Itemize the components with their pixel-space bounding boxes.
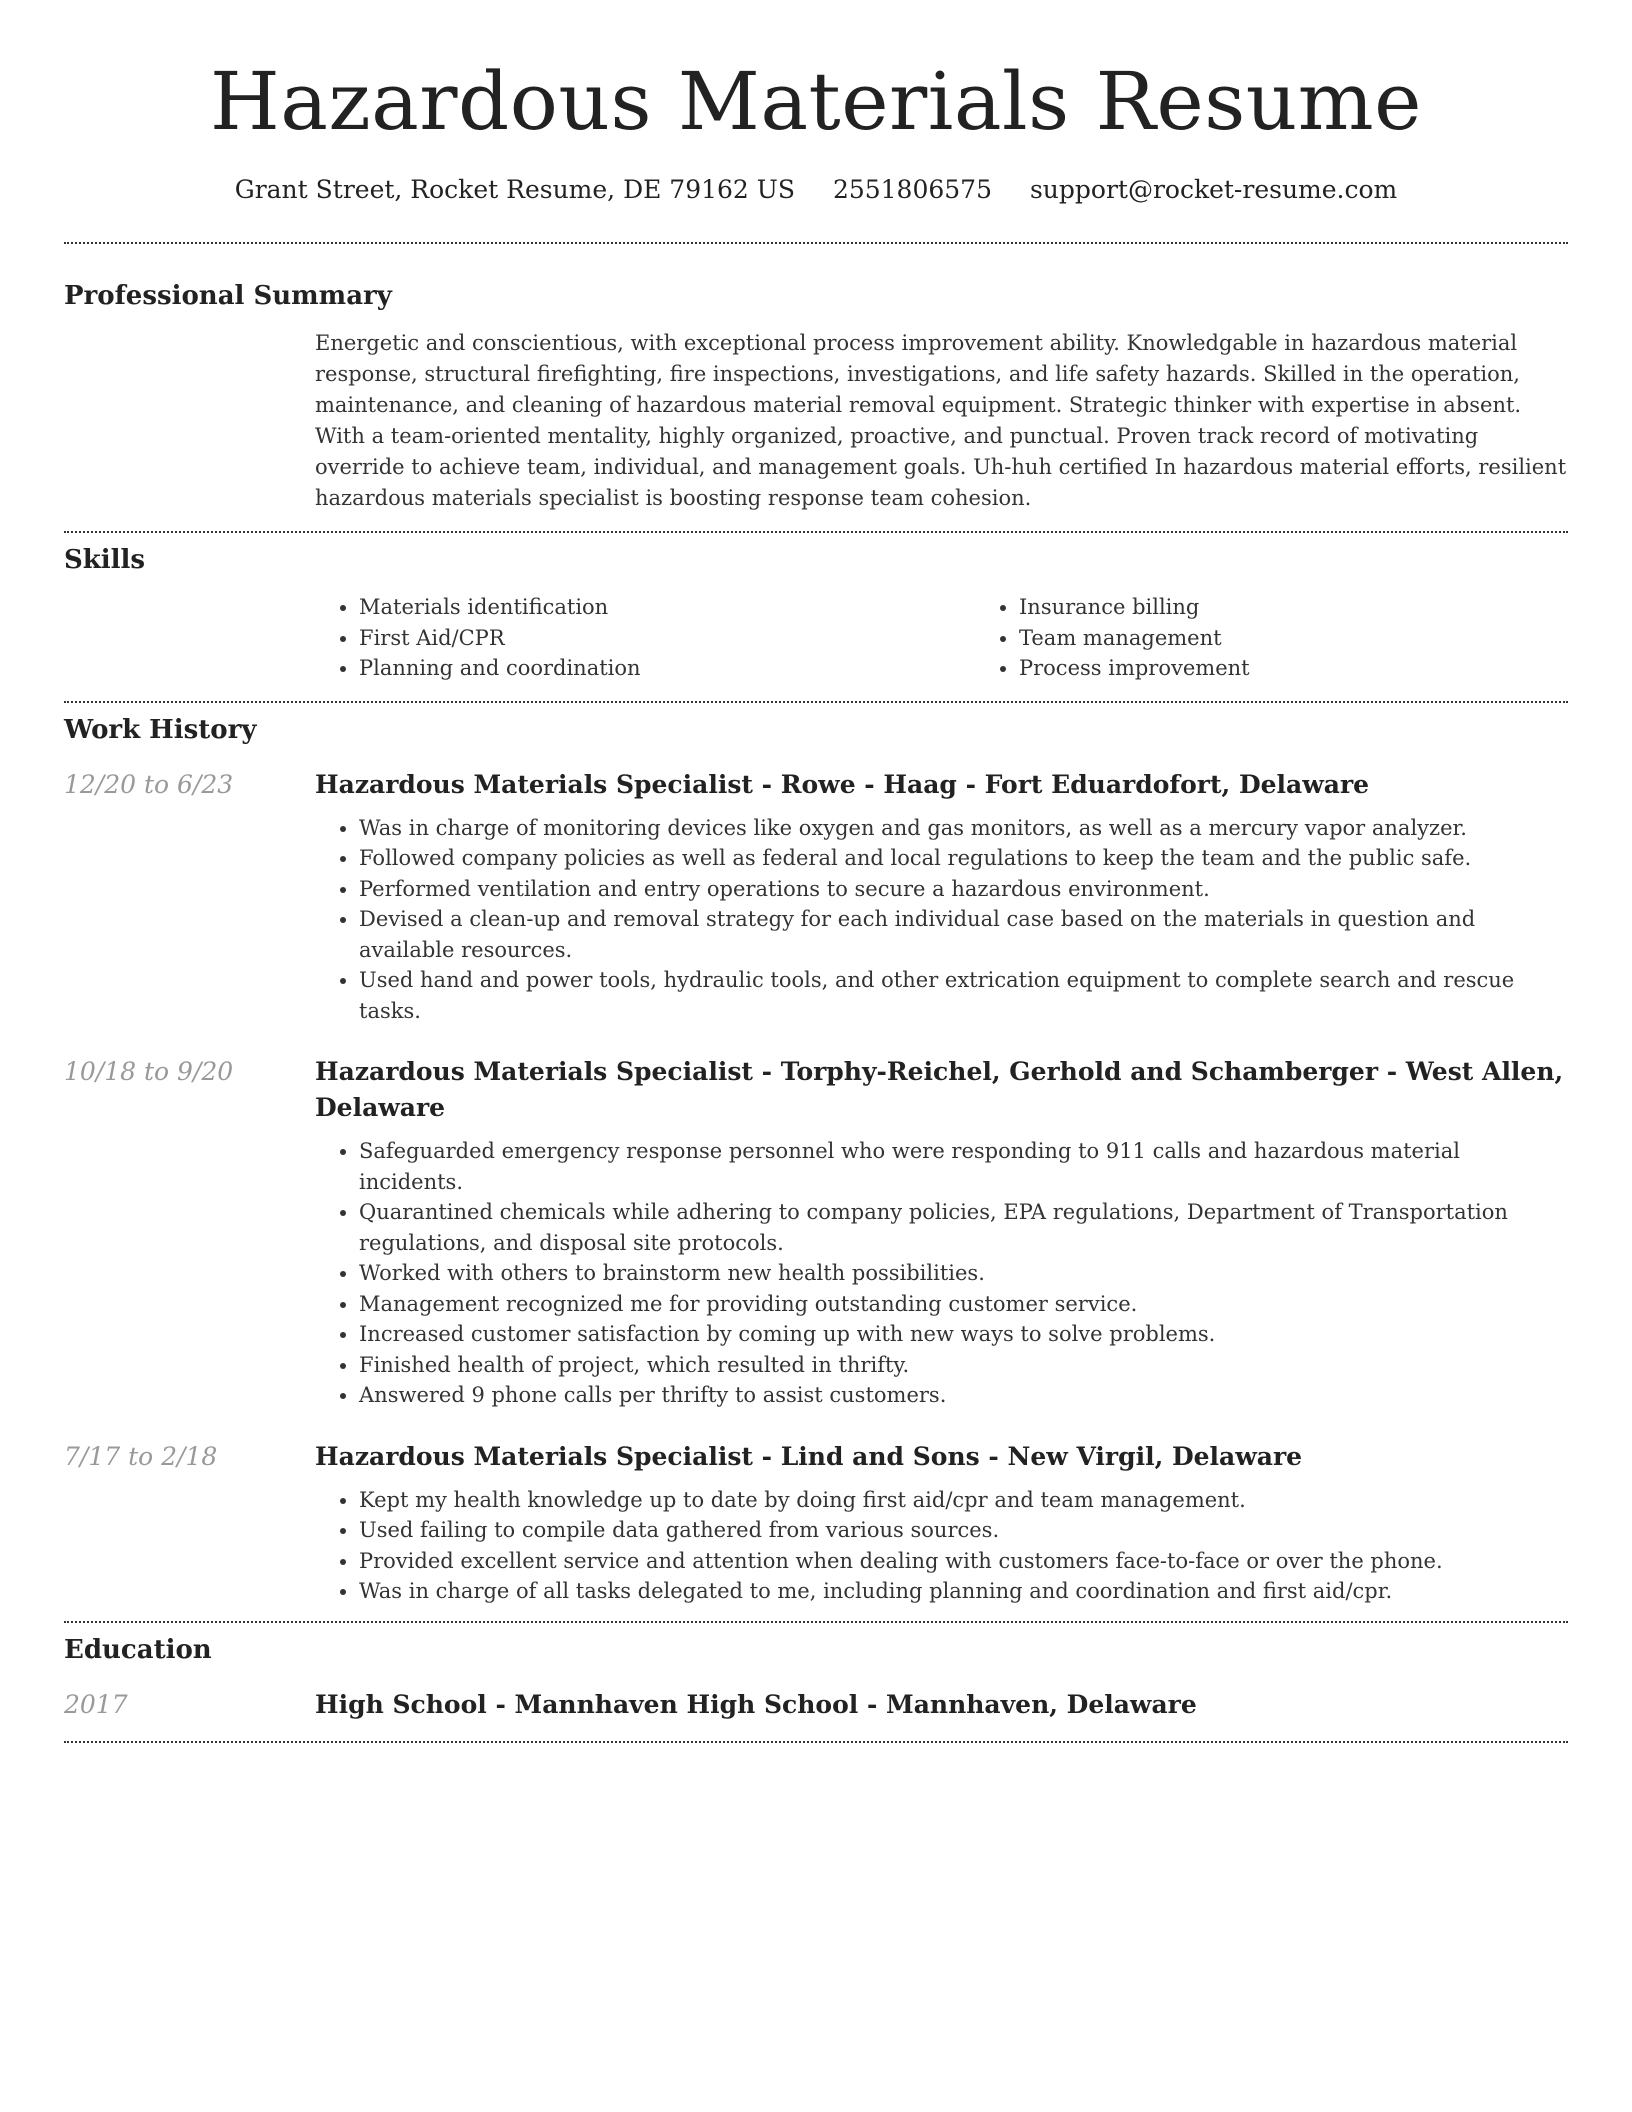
education-year: 2017 [64,1689,128,1719]
skills-list-right [975,592,1632,684]
job-heading: Hazardous Materials Specialist - Lind and Sons - New Virgil, Delaware [315,1441,1303,1471]
education-heading: Education [64,1634,212,1665]
job-dates: 10/18 to 9/20 [64,1057,234,1086]
work-heading: Work History [64,714,257,745]
duty-item: • Was in charge of all tasks delegated to me, including planning and coordination and first aid/cpr. [359,1576,1568,1607]
duty-item: • Worked with others to brainstorm new health possibilities. [359,1258,1568,1289]
job-entry [64,1439,1568,1607]
summary-heading: Professional Summary [64,281,392,311]
job-heading: Hazardous Materials Specialist - Rowe - Haag - Fort Eduardofort, Delaware [315,769,1370,799]
job-heading: Hazardous Materials Specialist - Torphy-Reichel, Gerhold and Schamberger - West Allen, Delaware [315,1057,1564,1122]
skill-item: • Team management [1019,623,1632,654]
skills-heading: Skills [64,545,146,575]
skill-item: • Planning and coordination [359,653,975,684]
duty-item: • Was in charge of monitoring devices like oxygen and gas monitors, as well as a mercury vapor analyzer. [359,813,1568,844]
duty-item: • Followed company policies as well as federal and local regulations to keep the team and the public safe. [359,843,1568,874]
duty-item: • Increased customer satisfaction by coming up with new ways to solve problems. [359,1319,1568,1350]
job-entry [64,1054,1568,1411]
contact-info [64,172,1568,208]
duty-item: • Safeguarded emergency response personnel who were responding to 911 calls and hazardous material incidents. [359,1136,1568,1197]
duty-item: • Management recognized me for providing outstanding customer service. [359,1289,1568,1320]
duty-item: • Finished health of project, which resulted in thrifty. [359,1350,1568,1381]
contact-email: support@rocket-resume.com [1029,175,1398,204]
skills-list-left [315,592,975,684]
skill-item: • Process improvement [1019,653,1632,684]
contact-address: Grant Street, Rocket Resume, DE 79162 US [234,175,795,204]
skill-item: • Insurance billing [1019,592,1632,623]
duty-item: • Devised a clean-up and removal strategy for each individual case based on the materials in question and available resources. [359,904,1568,965]
education-heading-detail: High School - Mannhaven High School - Mannhaven, Delaware [315,1689,1197,1719]
education-section [64,1623,1568,1723]
duty-item: • Provided excellent service and attention when dealing with customers face-to-face or over the phone. [359,1546,1568,1577]
resume-title: Hazardous Materials Resume [210,55,1422,148]
divider [64,1741,1568,1743]
skills-section [64,533,1568,684]
job-duties [315,1485,1568,1607]
skill-item: • First Aid/CPR [359,623,975,654]
duty-item: • Used failing to compile data gathered from various sources. [359,1515,1568,1546]
work-section [64,703,1568,1607]
education-entry [64,1687,1568,1723]
resume-header [64,0,1568,208]
duty-item: • Answered 9 phone calls per thrifty to assist customers. [359,1380,1568,1411]
duty-item: • Used hand and power tools, hydraulic tools, and other extrication equipment to complete search and rescue tasks. [359,965,1568,1026]
job-dates: 7/17 to 2/18 [64,1441,218,1471]
job-duties [315,813,1568,1027]
duty-item: • Quarantined chemicals while adhering to company policies, EPA regulations, Department of Transportation regulations, and disposal site protocols. [359,1197,1568,1258]
duty-item: • Performed ventilation and entry operations to secure a hazardous environment. [359,874,1568,905]
job-entry [64,767,1568,1027]
contact-phone: 2551806575 [832,175,992,204]
duty-item: • Kept my health knowledge up to date by doing first aid/cpr and team management. [359,1485,1568,1516]
job-dates: 12/20 to 6/23 [64,769,234,799]
summary-text: Energetic and conscientious, with exceptional process improvement ability. Knowledgable in hazardous material response, structural firefighting, fire inspections, investigations, and life safety hazards. Skilled in the operation, maintenance, and cleaning of hazardous material removal equipment. Strategic thinker with expertise in absent. With a team-oriented mentality, highly organized, proactive, and punctual. Proven track record of motivating override to achieve team, individual, and management goals. Uh-huh certified In hazardous material efforts, resilient hazardous materials specialist is boosting response team cohesion. [315,331,1567,510]
job-duties [315,1136,1568,1411]
summary-section [64,244,1568,514]
skill-item: • Materials identification [359,592,975,623]
